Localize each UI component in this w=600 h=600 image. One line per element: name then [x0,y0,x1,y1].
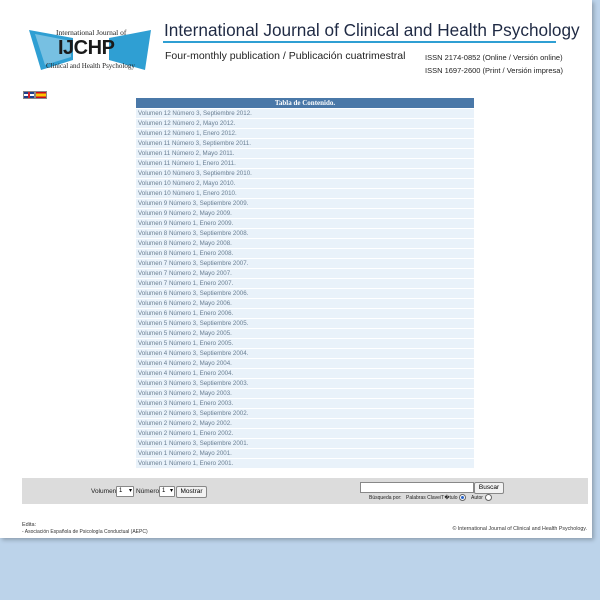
toc-issue-link[interactable]: Volumen 7 Número 1, Enero 2007. [136,279,474,288]
toc-issue-link[interactable]: Volumen 12 Número 3, Septiembre 2012. [136,109,474,118]
toc-issue-link[interactable]: Volumen 8 Número 2, Mayo 2008. [136,239,474,248]
toc-issue-link[interactable]: Volumen 7 Número 2, Mayo 2007. [136,269,474,278]
toc-issue-link[interactable]: Volumen 6 Número 1, Enero 2006. [136,309,474,318]
number-select[interactable]: 1 ▾ [159,486,175,497]
volume-select[interactable]: 1 ▾ [116,486,134,497]
footer-publisher-link[interactable]: - Asociación Española de Psicología Conductual (AEPC) [22,529,148,535]
toc-issue-link[interactable]: Volumen 5 Número 3, Septiembre 2005. [136,319,474,328]
toc-issue-link[interactable]: Volumen 9 Número 3, Septiembre 2009. [136,199,474,208]
toc-issue-link[interactable]: Volumen 10 Número 1, Enero 2010. [136,189,474,198]
toc-issue-link[interactable]: Volumen 6 Número 2, Mayo 2006. [136,299,474,308]
footer-edita-label: Edita: [22,522,37,528]
toc-issue-link[interactable]: Volumen 11 Número 3, Septiembre 2011. [136,139,474,148]
author-option-label: Autor [471,495,483,501]
journal-title: International Journal of Clinical and Health Psychology [164,20,580,40]
issn-online: ISSN 2174-0852 (Online / Versión online) [425,53,563,62]
english-flag-icon[interactable] [23,91,35,99]
title-divider [163,41,556,43]
toc-issue-link[interactable]: Volumen 4 Número 3, Septiembre 2004. [136,349,474,358]
toc-issue-link[interactable]: Volumen 1 Número 2, Mayo 2001. [136,449,474,458]
toc-issue-link[interactable]: Volumen 12 Número 2, Mayo 2012. [136,119,474,128]
table-of-contents [136,98,474,468]
toc-issue-link[interactable]: Volumen 8 Número 1, Enero 2008. [136,249,474,258]
author-radio[interactable] [485,494,492,501]
toc-issue-link[interactable]: Volumen 2 Número 1, Enero 2002. [136,429,474,438]
toc-issue-link[interactable]: Volumen 11 Número 2, Mayo 2011. [136,149,474,158]
toc-issue-link[interactable]: Volumen 10 Número 2, Mayo 2010. [136,179,474,188]
toc-header: Tabla de Contenido. [136,98,474,108]
toc-issue-link[interactable]: Volumen 10 Número 3, Septiembre 2010. [136,169,474,178]
volume-label: Volumen [91,488,117,495]
logo-top-text: International Journal of [56,28,127,37]
toc-issue-link[interactable]: Volumen 7 Número 3, Septiembre 2007. [136,259,474,268]
footer-copyright: © International Journal of Clinical and Health Psychology. [452,526,587,532]
toc-issue-link[interactable]: Volumen 1 Número 1, Enero 2001. [136,459,474,468]
toc-issue-link[interactable]: Volumen 12 Número 1, Enero 2012. [136,129,474,138]
keywords-option-label: Palabras Clave/T�tulo [406,495,458,501]
spanish-flag-icon[interactable] [35,91,47,99]
toc-issue-link[interactable]: Volumen 3 Número 1, Enero 2003. [136,399,474,408]
toc-issue-link[interactable]: Volumen 9 Número 2, Mayo 2009. [136,209,474,218]
toc-issue-link[interactable]: Volumen 4 Número 2, Mayo 2004. [136,359,474,368]
show-button[interactable]: Mostrar [176,486,207,498]
toc-issue-link[interactable]: Volumen 9 Número 1, Enero 2009. [136,219,474,228]
search-bar [22,478,588,504]
toc-list [136,109,474,468]
search-by-label: Búsqueda por: [369,495,402,501]
journal-subtitle: Four-monthly publication / Publicación cuatrimestral [165,50,406,62]
toc-issue-link[interactable]: Volumen 5 Número 1, Enero 2005. [136,339,474,348]
issn-print: ISSN 1697-2600 (Print / Versión impresa) [425,66,563,75]
toc-issue-link[interactable]: Volumen 1 Número 3, Septiembre 2001. [136,439,474,448]
toc-issue-link[interactable]: Volumen 3 Número 2, Mayo 2003. [136,389,474,398]
toc-issue-link[interactable]: Volumen 5 Número 2, Mayo 2005. [136,329,474,338]
search-button[interactable]: Buscar [474,482,504,494]
toc-issue-link[interactable]: Volumen 8 Número 3, Septiembre 2008. [136,229,474,238]
toc-issue-link[interactable]: Volumen 4 Número 1, Enero 2004. [136,369,474,378]
toc-issue-link[interactable]: Volumen 2 Número 2, Mayo 2002. [136,419,474,428]
toc-issue-link[interactable]: Volumen 6 Número 3, Septiembre 2006. [136,289,474,298]
logo-bottom-text: Clinical and Health Psychology [46,62,135,70]
logo-abbreviation: IJCHP [58,37,115,59]
toc-issue-link[interactable]: Volumen 11 Número 1, Enero 2011. [136,159,474,168]
toc-issue-link[interactable]: Volumen 3 Número 3, Septiembre 2003. [136,379,474,388]
toc-issue-link[interactable]: Volumen 2 Número 3, Septiembre 2002. [136,409,474,418]
search-input[interactable] [360,482,474,493]
number-label: Número [136,488,160,495]
keywords-radio[interactable] [459,494,466,501]
